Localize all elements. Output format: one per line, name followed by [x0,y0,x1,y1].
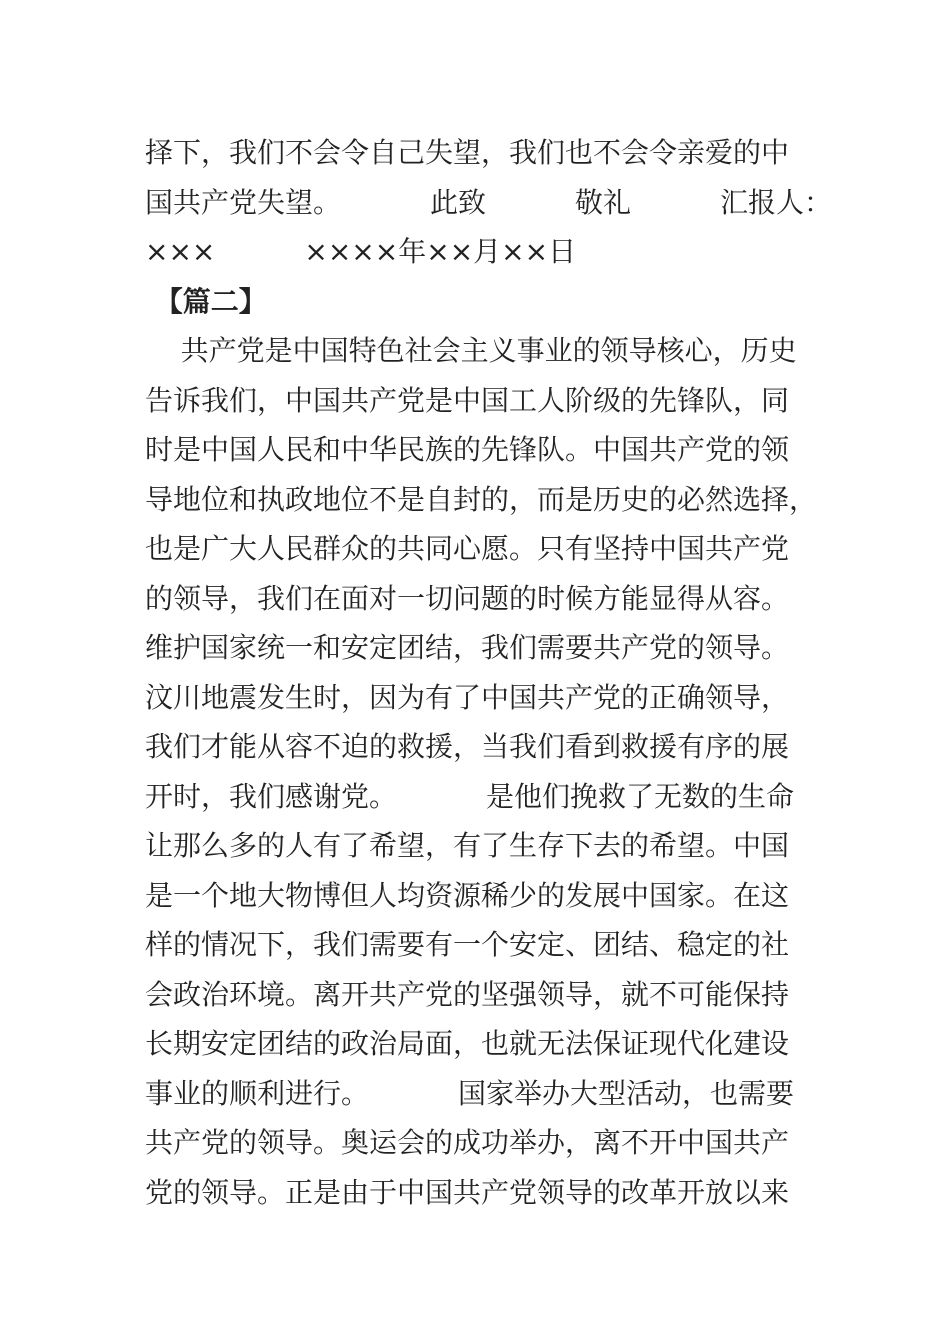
text-line: 也是广大人民群众的共同心愿。只有坚持中国共产党 [145,532,790,565]
text-line: 告诉我们，中国共产党是中国工人阶级的先锋队，同 [145,383,790,417]
text-line: 党的领导。正是由于中国共产党领导的改革开放以来 [145,1175,790,1209]
text-line: 择下，我们不会令自己失望，我们也不会令亲爱的中 [145,136,790,169]
text-line: 国共产党失望。 此致 敬礼 汇报人： [145,185,833,219]
text-line: 会政治环境。离开共产党的坚强领导，就不可能保持 [145,977,790,1011]
text-line: 导地位和执政地位不是自封的，而是历史的必然选择， [145,482,818,516]
section-heading: 【篇二】 [145,284,267,318]
text-line: 的领导，我们在面对一切问题的时候方能显得从容。 [145,581,790,615]
text-line: 维护国家统一和安定团结，我们需要共产党的领导。 [145,631,790,664]
text-line: ××× ××××年××月××日 [145,235,577,268]
document-body [145,128,833,1217]
text-line: 让那么多的人有了希望，有了生存下去的希望。中国 [145,829,790,862]
text-line: 长期安定团结的政治局面，也就无法保证现代化建设 [145,1027,790,1060]
text-line: 共产党是中国特色社会主义事业的领导核心，历史 [145,334,797,367]
text-line: 汶川地震发生时，因为有了中国共产党的正确领导， [145,680,790,714]
text-line: 样的情况下，我们需要有一个安定、团结、稳定的社 [145,928,790,961]
text-line: 时是中国人民和中华民族的先锋队。中国共产党的领 [145,433,790,466]
text-line: 我们才能从容不迫的救援，当我们看到救援有序的展 [145,730,790,763]
text-line: 事业的顺利进行。 国家举办大型活动，也需要 [145,1076,795,1110]
text-line: 共产党的领导。奥运会的成功举办，离不开中国共产 [145,1126,790,1159]
text-line: 开时，我们感谢党。 是他们挽救了无数的生命 [145,779,795,813]
text-line: 是一个地大物博但人均资源稀少的发展中国家。在这 [145,878,790,912]
